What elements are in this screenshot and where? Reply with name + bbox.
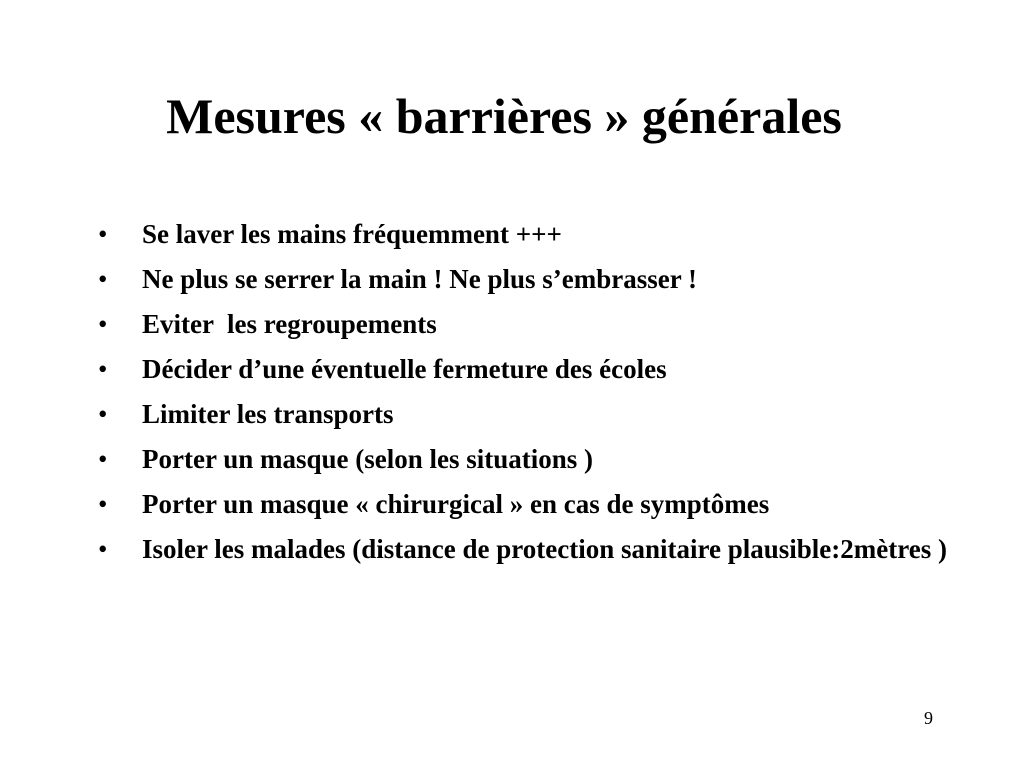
bullet-icon: • <box>98 309 108 339</box>
bullet-icon: • <box>98 399 108 429</box>
bullet-list <box>98 218 978 578</box>
bullet-icon: • <box>98 354 108 384</box>
bullet-text: Porter un masque « chirurgical » en cas de symptômes <box>142 489 770 519</box>
bullet-icon: • <box>98 264 108 294</box>
bullet-text: Se laver les mains fréquemment +++ <box>142 219 562 249</box>
bullet-text: Eviter les regroupements <box>142 309 437 339</box>
page-number: 9 <box>924 708 933 728</box>
slide-title: Mesures « barrières » générales <box>166 88 842 144</box>
bullet-text: Limiter les transports <box>142 399 394 429</box>
bullet-text: Ne plus se serrer la main ! Ne plus s’embrasser ! <box>142 264 697 294</box>
bullet-icon: • <box>98 444 108 474</box>
bullet-item <box>98 263 978 295</box>
bullet-item <box>98 443 978 475</box>
bullet-item <box>98 353 978 385</box>
bullet-icon: • <box>98 219 108 249</box>
bullet-item <box>98 488 978 520</box>
bullet-item <box>98 308 978 340</box>
bullet-text: Porter un masque (selon les situations ) <box>142 444 594 474</box>
bullet-item <box>98 398 978 430</box>
bullet-text: Décider d’une éventuelle fermeture des écoles <box>142 354 667 384</box>
bullet-icon: • <box>98 534 108 564</box>
bullet-item <box>98 533 978 565</box>
bullet-item <box>98 218 978 250</box>
bullet-icon: • <box>98 489 108 519</box>
bullet-text: Isoler les malades (distance de protection sanitaire plausible:2mètres ) <box>142 534 947 564</box>
